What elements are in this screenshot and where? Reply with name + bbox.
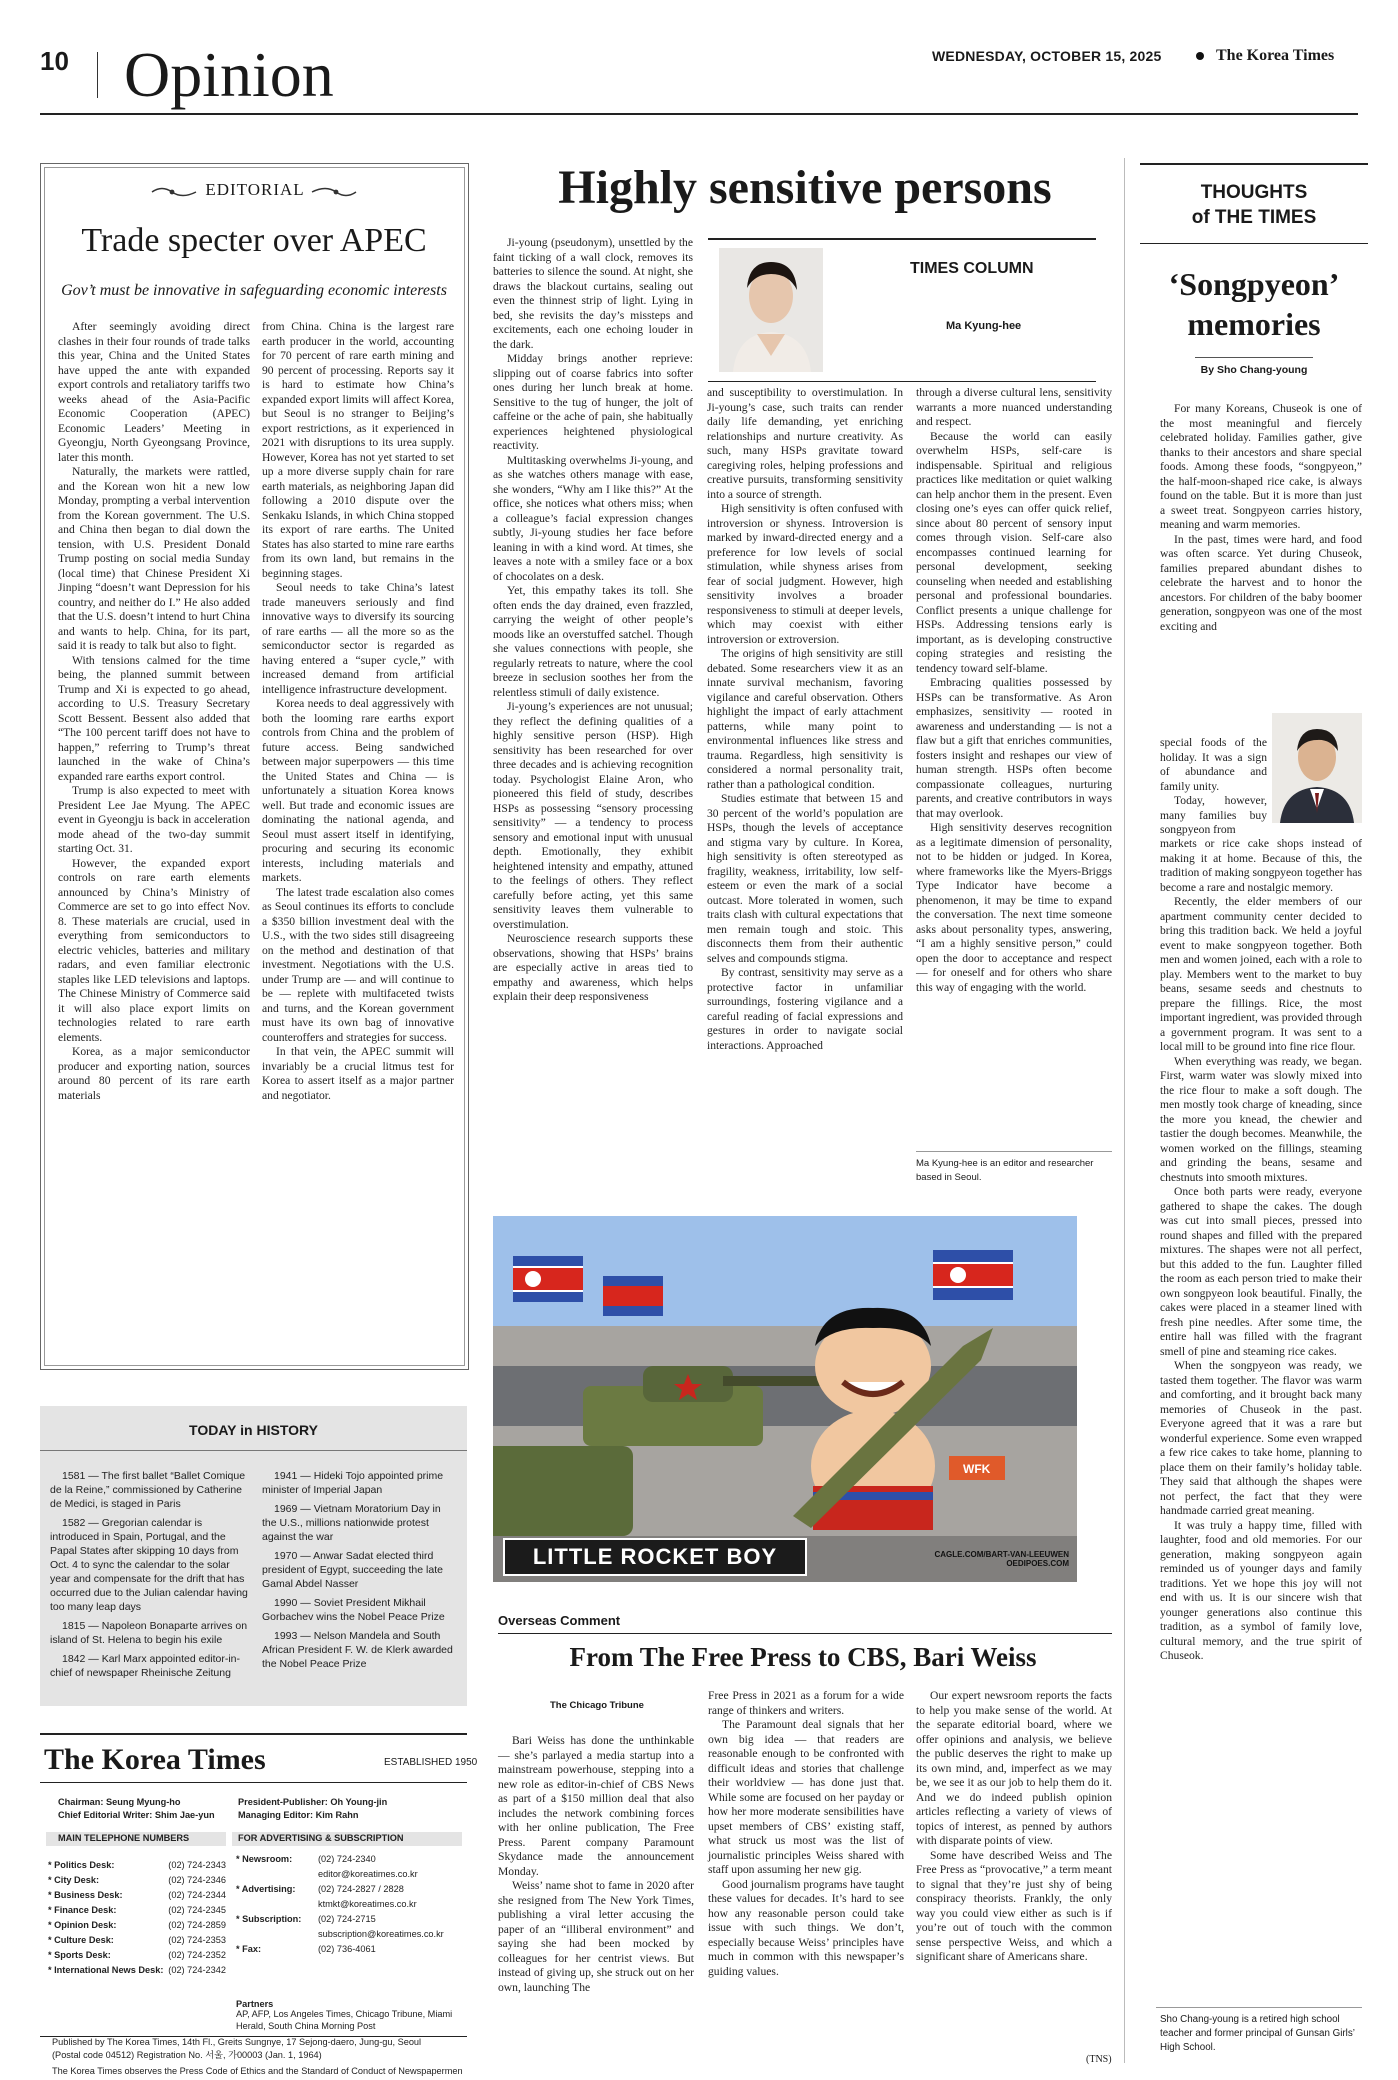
history-item: 1581 — The first ballet “Ballet Comique de la Reine,” commissioned by Catherine de Medici, is staged in Paris — [50, 1470, 246, 1510]
paragraph: Embracing qualities possessed by HSPs can be transformative. As Aron emphasizes, sensitivity — rooted in awareness and understanding — is not a flaw but a gift that enriches communities, fosters insight and reshapes our view of human strength. HSPs often become compassionate colleagues, nurturing parents, and creative contributors in ways that may overlook. — [916, 676, 1112, 820]
paragraph: Trump is also expected to meet with President Lee Jae Myung. The APEC event in Gyeongju is back in acceleration mode ahead of the two-day summit starting Oct. 31. — [58, 784, 250, 855]
paragraph: The latest trade escalation also comes as Seoul continues its efforts to conclude a $350 billion investment deal with the U.S., with the two sides still disagreeing on the method and destination of that investment. Negotiations with the U.S. under Trump are — and will continue to be — replete with multifaceted twists and turns, and the Korean government must have its own bag of innovative counteroffers and strategies for success. — [262, 885, 454, 1044]
thoughts-author-bio: Sho Chang-young is a retired high school teacher and former principal of Gunsan Girls’ High School. — [1160, 2014, 1355, 2053]
section-title: Opinion — [124, 39, 334, 110]
column-label-rule-2 — [708, 381, 1096, 382]
ads-title: FOR ADVERTISING & SUBSCRIPTION — [238, 1833, 404, 1843]
history-item: 1582 — Gregorian calendar is introduced in Spain, Portugal, and the Papal States after skipping 10 days from Oct. 4 to sync the calendar to the solar year and compensate for the drift that has occurred due to the Julian calendar having too many leap days — [50, 1517, 248, 1613]
header-divider — [97, 52, 98, 98]
bio-rule — [916, 1151, 1112, 1152]
ads-value — [318, 1852, 418, 1882]
paragraph: Studies estimate that between 15 and 30 percent of the world’s population are HSPs, though the levels of acceptance and stigma vary by culture. In Korea, high sensitivity is often stereotyped as fragility, weakness, irritability, low self-esteem or even the mark of a social outcast. More tolerated in women, such traits clash with cultural expectations that men remain tough and stoic. This disconnects them from their authentic selves and compounds stigma. — [707, 792, 903, 965]
history-title: TODAY in HISTORY — [189, 1422, 318, 1438]
paragraph: Our expert newsroom reports the facts to help you make sense of the world. At the separate editorial board, where we offer opinions and analysis, we believe the public deserves the right to make up its own mind, and, imperfect as we may be, we see it as our job to help them do it. And we do indeed publish opinion articles reflecting a variety of views of topics of interest, as penned by authors with disparate points of view. — [916, 1689, 1112, 1847]
phone-number: (02) 724-2343 — [168, 1860, 226, 1870]
phone-desk: * Business Desk: — [48, 1890, 123, 1900]
thoughts-title-2: memories — [1187, 306, 1321, 342]
history-item: 1842 — Karl Marx appointed editor-in-chief of newspaper Rheinische Zeitung — [50, 1653, 241, 1679]
ads-list — [236, 1852, 462, 1957]
column-title: Highly sensitive persons — [558, 161, 1052, 214]
ornament-right-icon — [310, 185, 358, 204]
phone-desk: * Opinion Desk: — [48, 1920, 117, 1930]
ads-value-1: (02) 724-2827 / 2828 — [318, 1884, 404, 1894]
chief-editorial-writer: Chief Editorial Writer: Shim Jae-yun — [58, 1810, 215, 1820]
ads-row — [236, 1912, 462, 1942]
phone-number: (02) 724-2859 — [168, 1920, 226, 1930]
paragraph: Good journalism programs have taught these values for decades. It’s hard to see how any reasonable person could take issue with such things. We don’t, especially because Weiss’ principles have much in common with this newspaper’s guiding values. — [708, 1877, 904, 1978]
thoughts-label-2: of THE TIMES — [1191, 207, 1317, 228]
phone-number: (02) 724-2344 — [168, 1890, 226, 1900]
overseas-source: The Chicago Tribune — [550, 1700, 644, 1711]
paragraph: In that vein, the APEC summit will invariably be a crucial litmus test for Korea to assert itself as a major partner and negotiator. — [262, 1045, 454, 1102]
cartoon-image — [493, 1216, 1077, 1582]
column-author-bio: Ma Kyung-hee is an editor and researcher based in Seoul. — [916, 1158, 1094, 1183]
ads-value-2: subscription@koreatimes.co.kr — [318, 1929, 444, 1939]
ads-value-1: (02) 724-2715 — [318, 1914, 376, 1924]
author-photo — [719, 248, 823, 372]
ads-key: * Subscription: — [236, 1914, 302, 1924]
cartoon-tag: WFK — [963, 1462, 991, 1476]
thoughts-col-top — [1160, 402, 1362, 634]
paragraph: High sensitivity deserves recognition as a legitimate dimension of personality, not to be hidden or judged. In Korea, where frameworks like the Myers-Briggs Type Indicator have become a phenomenon, it may be time to expand the conversation. The next time someone asks about personality types, answering, “I am a highly sensitive person,” could open the door to acceptance and respect — for oneself and for others who share this way of engaging with the world. — [916, 821, 1112, 994]
paragraph: Once both parts were ready, everyone gathered to shape the cakes. The dough was cut into small pieces, pressed into round shapes and filled with the prepared mixtures. The shapes were not all perfect, but this added to the fun. Laughter filled the room as each person tried to make their own songpyeon look beautiful. Finally, the cakes were placed in a steamer lined with fresh pine needles. After some time, the entire hall was filled with the fragrant smell of pine and steaming rice cakes. — [1160, 1185, 1362, 1358]
column-col-2 — [707, 386, 903, 1053]
phone-row — [48, 1888, 226, 1903]
phone-desk: * Sports Desk: — [48, 1950, 111, 1960]
overseas-label: Overseas Comment — [498, 1613, 621, 1628]
partners-label: Partners — [236, 1999, 274, 2009]
paragraph: Because the world can easily overwhelm HSPs, self-care is indispensable. Spiritual and religious practices like meditation or quiet walking can help anchor them in the present. Even closing one’s eyes can offer quick relief, since about 80 percent of sensory input comes through vision. Self-care also encompasses continued learning for personal development, seeking counseling when needed and establishing personal and professional boundaries. Conflict presents a unique challenge for HSPs. Addressing tensions early is important, as is developing constructive coping strategies and resisting the tendency toward self-blame. — [916, 429, 1112, 675]
paragraph: Yet, this empathy takes its toll. She often ends the day drained, even frazzled, carrying the weight of other people’s moods like an overstuffed satchel. Though she values connections with people, she regularly retreats to nature, where the cool breeze in seclusion soothes her from the relentless stimuli of daily existence. — [493, 584, 693, 699]
overseas-title: From The Free Press to CBS, Bari Weiss — [569, 1642, 1037, 1672]
ethics-footer: The Korea Times observes the Press Code of Ethics and the Standard of Conduct of Newspapermen — [52, 2066, 463, 2076]
history-item: 1993 — Nelson Mandela and South African President F. W. de Klerk awarded the Nobel Peace Prize — [262, 1630, 453, 1670]
ads-key: * Newsroom: — [236, 1854, 293, 1864]
column-label-rule — [708, 238, 1096, 240]
phone-number: (02) 724-2352 — [168, 1950, 226, 1960]
paragraph: When the songpyeon was ready, we tasted them together. The flavor was warm and comforting, and it brought back many memories of Chuseok in the past. Everyone agreed that it was a rare but wonderful experience. Some even wrapped a few rice cakes to take home, planning to place them on their family’s holiday table. They said that although the shapes were not perfect, the fact that they were handmade carried great meaning. — [1160, 1359, 1362, 1517]
ads-row — [236, 1942, 462, 1957]
phone-number: (02) 724-2346 — [168, 1875, 226, 1885]
cartoon-caption: LITTLE ROCKET BOY — [503, 1538, 807, 1576]
history-item: 1969 — Vietnam Moratorium Day in the U.S., millions nationwide protest against the war — [262, 1503, 441, 1543]
editorial-column-2 — [262, 320, 454, 1103]
paragraph: Neuroscience research supports these observations, showing that HSPs’ brains are especially active in areas tied to empathy and awareness, which helps explain their deep responsiveness — [493, 932, 693, 1003]
phone-desk: * International News Desk: — [48, 1965, 164, 1975]
ads-row — [236, 1852, 462, 1882]
editorial-column-1 — [58, 320, 250, 1103]
cartoon-credit — [934, 1550, 1069, 1568]
right-column-divider — [1124, 158, 1125, 2063]
paragraph: Korea, as a major semiconductor producer and exporting nation, sources around 80 percent of its rare earth materials — [58, 1045, 250, 1102]
editorial-label: EDITORIAL — [205, 180, 305, 199]
editorial-subtitle: Gov’t must be innovative in safeguarding economic interests — [61, 282, 447, 299]
paragraph: High sensitivity is often confused with introversion or shyness. Introversion is marked by inward-directed energy and a preference for low levels of social stimulation, while shyness arises from fear of social judgment. However, high sensitivity involves a broader responsiveness to stimuli at deeper levels, which may coexist with either introversion or extroversion. — [707, 502, 903, 646]
column-author: Ma Kyung-hee — [946, 320, 1022, 332]
ads-key: * Fax: — [236, 1944, 262, 1954]
established-label: ESTABLISHED 1950 — [384, 1757, 478, 1768]
paragraph: Today, however, many families buy songpyeon from — [1160, 794, 1267, 836]
times-column-label: TIMES COLUMN — [910, 260, 1034, 277]
paragraph: Korea needs to deal aggressively with both the looming rare earths export controls from China and the problem of future access. Being sandwiched between major superpowers — this time the United States and China — is unfortunately a situation Korea knows well. But trade and economic issues are dominating the national agenda, and Seoul must assert itself in identifying, procuring and securing its economic interests, including materials and markets. — [262, 697, 454, 884]
overseas-rule — [498, 1633, 1112, 1634]
history-left-list — [50, 1469, 250, 1685]
chairman: Chairman: Seung Myung-ho — [58, 1797, 181, 1807]
dateline: WEDNESDAY, OCTOBER 15, 2025 — [932, 48, 1162, 64]
ads-value — [318, 1912, 444, 1942]
thoughts-bio-rule — [1156, 2007, 1362, 2008]
paragraph: With tensions calmed for the time being, the planned summit between Trump and Xi is expected to go ahead, according to U.S. Treasury Secretary Scott Bessent. Bessent also added that “The 100 percent tariff does not have to happen,” referring to Trump’s threat launched in the wake of China’s expanded rare earths export control. — [58, 653, 250, 783]
phone-row — [48, 1873, 226, 1888]
overseas-col-2 — [708, 1689, 904, 1979]
thoughts-label-1: THOUGHTS — [1200, 182, 1308, 203]
paragraph: The Paramount deal signals that her own big idea — that readers are reasonable enough to be confronted with difficult ideas and stories that challenge their worldview — has done just that. While some are focused on her payday or how her more moderate sensibilities have upset members of CBS’ existing staff, what struck us most was the list of journalistic principles Weiss shared with staff upon assuming her new gig. — [708, 1718, 904, 1876]
bullet-icon — [1196, 52, 1204, 60]
masthead-rule-2 — [40, 1782, 467, 1783]
paragraph: Recently, the elder members of our apartment community center decided to bring this tradition back. We held a joyful event to make songpyeon together. Both men and women joined, each with a role to play. Members went to the market to buy beans, sesame seeds and chestnuts to prepare the fillings. Rice, the most important ingredient, was provided through a government program. It was sent to a local mill to be ground into fine rice flour. — [1160, 895, 1362, 1053]
ads-value — [318, 1882, 417, 1912]
paragraph: Free Press in 2021 as a forum for a wide range of thinkers and writers. — [708, 1689, 904, 1717]
header-rule — [40, 113, 1358, 115]
history-item: 1815 — Napoleon Bonaparte arrives on island of St. Helena to begin his exile — [50, 1620, 248, 1646]
thoughts-title-1: ‘Songpyeon’ — [1168, 266, 1340, 302]
managing-editor: Managing Editor: Kim Rahn — [238, 1810, 359, 1820]
history-item: 1970 — Anwar Sadat elected third president of Egypt, succeeding the late Gamal Abdel Nasser — [262, 1550, 443, 1590]
paragraph: and susceptibility to overstimulation. In Ji-young’s case, such traits can render daily life demanding, yet enriching relationships and nurture creativity. As such, many HSPs gravitate toward caregiving roles, helping professions and creative pursuits, transforming sensitivity into a source of strength. — [707, 386, 903, 501]
thoughts-col-bottom — [1160, 837, 1362, 1664]
phone-desk: * Culture Desk: — [48, 1935, 114, 1945]
paragraph: Some have described Weiss and The Free Press as “provocative,” a term meant to signal that they’re just shy of being conspiracy theorists. Frankly, the only way you could view either as such is if you’re out of touch with the common sense perspective Weiss, and which a significant share of Americans share. — [916, 1848, 1112, 1963]
phone-row — [48, 1903, 226, 1918]
phone-row — [48, 1918, 226, 1933]
phone-number: (02) 724-2345 — [168, 1905, 226, 1915]
phone-desk: * City Desk: — [48, 1875, 100, 1885]
phone-row — [48, 1933, 226, 1948]
ads-row — [236, 1882, 462, 1912]
overseas-signoff: (TNS) — [1086, 2054, 1112, 2065]
paragraph: Weiss’ name shot to fame in 2020 after she resigned from The New York Times, publishing a viral letter accusing the paper of an “illiberal environment” and saying she had been mocked by colleagues for her centrist views. But instead of giving up, she struck out on her own, launching The — [498, 1879, 694, 1994]
byline-rule — [1195, 357, 1313, 358]
paragraph: By contrast, sensitivity may serve as a protective factor in unfamiliar surroundings, fostering vigilance and a careful reading of facial expressions and gestures in order to navigate social interactions. Approached — [707, 966, 903, 1052]
ads-value-1: (02) 724-2340 — [318, 1854, 376, 1864]
paragraph: The origins of high sensitivity are still debated. Some researchers view it as an innate survival mechanism, favoring vigilance and careful observation. Others highlight the impact of early attachment patterns, while many point to environmental influences like stress and trauma. Regardless, high sensitivity is considered a normal personality trait, rather than a pathological condition. — [707, 647, 903, 791]
columnist-photo — [1272, 713, 1362, 823]
phone-row — [48, 1963, 226, 1978]
ads-value: (02) 736-4061 — [318, 1944, 376, 1954]
phone-number: (02) 724-2342 — [168, 1965, 226, 1975]
thoughts-title — [1130, 264, 1378, 344]
overseas-col-3 — [916, 1689, 1112, 1965]
brand-name: The Korea Times — [1216, 47, 1335, 64]
masthead-rule — [40, 1733, 467, 1735]
phone-row — [48, 1858, 226, 1873]
phone-desk: * Finance Desk: — [48, 1905, 117, 1915]
paragraph: Ji-young (pseudonym), unsettled by the faint ticking of a wall clock, removes its batteries to silence the sound. At night, she draws the blackout curtains, sealing out even the thinnest strip of light. Lying in bed, she revisits the day’s missteps and excitements, each one echoing louder in the dark. — [493, 236, 693, 351]
paragraph: special foods of the holiday. It was a sign of abundance and family unity. — [1160, 736, 1267, 793]
thoughts-rule-2 — [1140, 243, 1368, 244]
cartoon-credit-line-2: OEDIPOES.COM — [1006, 1559, 1069, 1568]
editorial-title: Trade specter over APEC — [81, 222, 427, 259]
paragraph: It was truly a happy time, filled with laughter, food and old memories. For our generation, making songpyeon again reminded us of younger days and family traditions. Yet we hope this joy will not end with us. It is our sincere wish that younger generations also continue this tradition, as a symbol of family love, cultural memory, and the true spirit of Chuseok. — [1160, 1518, 1362, 1662]
thoughts-byline: By Sho Chang-young — [1200, 364, 1308, 376]
paragraph: In the past, times were hard, and food was often scarce. Yet during Chuseok, families prepared abundant dishes to celebrate the harvest and to honor the ancestors. For children of the baby boomer generation, songpyeon was one of the most exciting and — [1160, 532, 1362, 633]
phone-row — [48, 1948, 226, 1963]
postal-line: (Postal code 04512) Registration No. 서울, 가00003 (Jan. 1, 1964) — [52, 2050, 322, 2060]
paragraph: After seemingly avoiding direct clashes in their four rounds of trade talks this year, China and the United States have upped the ante with expanded export controls and retaliatory tariffs two weeks ahead of the Asia-Pacific Economic Cooperation (APEC) Economic Leaders’ Meeting in Gyeongju, North Gyeongsang Province, later this month. — [58, 320, 250, 464]
phones-title: MAIN TELEPHONE NUMBERS — [58, 1833, 190, 1843]
paragraph: Midday brings another reprieve: slipping out of coarse fabrics into softer ones during her lunch break at home. Sensitive to the tug of hunger, the jolt of caffeine or the ache of pain, she habitually experiences heightened physiological reactivity. — [493, 352, 693, 452]
history-rule — [40, 1450, 467, 1451]
phone-number: (02) 724-2353 — [168, 1935, 226, 1945]
paragraph: However, the expanded export controls on rare earth elements announced by China’s Ministry of Commerce are set to go into effect Nov. 8. These materials are crucial, used in everything from semiconductors to electric vehicles, batteries and military radars, and even familiar electronic staples like LED televisions and laptops. The Chinese Ministry of Commerce said it will also place export limits on technologies related to rare earth elements. — [58, 856, 250, 1044]
paragraph: Bari Weiss has done the unthinkable — she’s parlayed a media startup into a mainstream powerhouse, stepping into a new role as editor-in-chief of CBS News as part of a $150 million deal that also includes the network combining forces with her online publication, The Free Press. Parent company Paramount Skydance made the announcement Monday. — [498, 1734, 694, 1878]
history-item: 1941 — Hideki Tojo appointed prime minister of Imperial Japan — [262, 1470, 444, 1496]
paragraph: Seoul needs to take China’s latest trade maneuvers seriously and find innovative ways to diversify its sourcing of rare earths — all the more so as the semiconductor sector is regarded as having entered a “super cycle,” with increased demand from artificial intelligence infrastructure development. — [262, 581, 454, 696]
ads-value-2: ktmkt@koreatimes.co.kr — [318, 1899, 417, 1909]
paragraph: Ji-young’s experiences are not unusual; they reflect the defining qualities of a highly sensitive person (HSP). High sensitivity has been researched for over three decades and is achieving recognition today. Psychologist Elaine Aron, who pioneered this field of study, describes HSPs as possessing “sensory processing sensitivity” — a tendency to process sensory and emotional input with unusual depth. Emotionally, they exhibit heightened intensity and empathy, attuned to the feelings of others. They reflect carefully before acting, yet this same sensitivity leaves them vulnerable to overstimulation. — [493, 700, 693, 931]
history-right-list — [262, 1469, 457, 1676]
partners-text: AP, AFP, Los Angeles Times, Chicago Tribune, Miami Herald, South China Morning Post — [236, 2009, 453, 2031]
thoughts-wrap — [1160, 736, 1267, 838]
ads-value-2: editor@koreatimes.co.kr — [318, 1869, 418, 1879]
publisher-line: Published by The Korea Times, 14th Fl., Greits Sungnye, 17 Sejong-daero, Jung-gu, Seoul — [52, 2037, 422, 2047]
paragraph: When everything was ready, we began. First, warm water was slowly mixed into the rice flour to make a soft dough. The men mostly took charge of kneading, since the more you knead, the chewier and tastier the dough becomes. Meanwhile, the women worked on the fillings, steaming and grinding the beans, sesame and chestnuts into smooth mixtures. — [1160, 1054, 1362, 1184]
column-col-1 — [493, 236, 693, 1005]
paragraph: markets or rice cake shops instead of making it at home. Because of this, the tradition of making songpyeon together has become a rare and nostalgic memory. — [1160, 837, 1362, 894]
paragraph: For many Koreans, Chuseok is one of the most meaningful and fiercely celebrated holiday. Families gather, give thanks to their ancestors and share special foods. Among these foods, “songpyeon,” the half-moon-shaped rice cake, is always found on the table. But it is more than just a sweet treat. Songpyeon carries history, meaning and warm memories. — [1160, 402, 1362, 531]
cartoon-credit-line: CAGLE.COM/BART-VAN-LEEUWEN — [934, 1550, 1069, 1559]
paragraph: through a diverse cultural lens, sensitivity warrants a more nuanced understanding and respect. — [916, 386, 1112, 428]
paragraph: from China. China is the largest rare earth producer in the world, accounting for 70 percent of rare earth mining and 90 percent of processing. Reports say it is hard to estimate how China’s expanded export limits will affect Korea, but Seoul is no stranger to Beijing’s export restrictions, as it experienced in 2021 with disruptions to its urea supply. However, Korea has not yet started to set up a more diverse supply chain for rare earth materials, as neighboring Japan did following a 2010 dispute over the Senkaku Islands, in which China stopped its export of rare earths. The United States has also started to mine rare earths from its own land, but remains in the beginning stages. — [262, 320, 454, 580]
paragraph: Multitasking overwhelms Ji-young, and as she watches others manage with ease, she wonders, “Why am I like this?” At the office, she notices what others miss; when a colleague’s facial expression changes subtly, Ji-young studies her face before leaning in with a kind word. At times, she leaves a note with a smiley face or a box of chocolates on a desk. — [493, 453, 693, 583]
column-col-3 — [916, 386, 1112, 995]
paragraph: Naturally, the markets were rattled, and the Korean won hit a new low Monday, prompting a verbal intervention from the Korean government. The U.S. and China then began to dial down the tension, with U.S. President Donald Trump posting on social media Sunday (local time) that Chinese President Xi Jinping “doesn’t want Depression for his country, and neither do I.” He also added that the U.S. doesn’t intend to hurt China and wants to help. China, for its part, said it is ready to talk but also to fight. — [58, 465, 250, 652]
ads-key: * Advertising: — [236, 1884, 296, 1894]
history-item: 1990 — Soviet President Mikhail Gorbachev wins the Nobel Peace Prize — [262, 1597, 445, 1623]
page-number: 10 — [40, 46, 69, 76]
phone-desk: * Politics Desk: — [48, 1860, 115, 1870]
phones-list — [48, 1858, 226, 1978]
masthead-logo: The Korea Times — [44, 1743, 266, 1776]
president-publisher: President-Publisher: Oh Young-jin — [238, 1797, 388, 1807]
thoughts-label — [1140, 180, 1368, 230]
thoughts-rule — [1140, 163, 1368, 165]
overseas-col-1 — [498, 1734, 694, 1995]
